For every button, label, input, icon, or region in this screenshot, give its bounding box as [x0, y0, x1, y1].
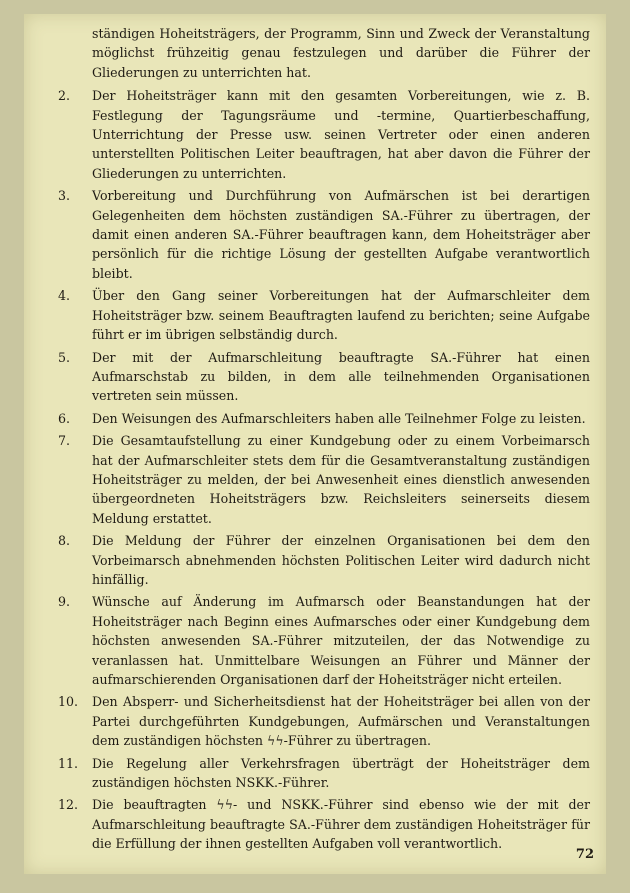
item-number: 8.	[58, 533, 71, 549]
list-item	[58, 592, 590, 689]
book-page	[24, 14, 606, 874]
list-item	[58, 86, 590, 183]
item-number: 11.	[58, 755, 79, 771]
list-item	[58, 754, 590, 793]
item-text: Den Weisungen des Aufmarschleiters haben alle Teilnehmer Folge zu leisten.	[92, 410, 586, 426]
list-item	[58, 409, 590, 428]
numbered-list	[58, 86, 590, 853]
page-content	[58, 24, 590, 857]
item-text: Der mit der Aufmarschleitung beauftragte SA.-Führer hat einen Aufmarschstab zu bilden, in dem alle teilnehmenden Organisationen vertreten sein müssen.	[92, 349, 590, 404]
item-text: Vorbereitung und Durchführung von Aufmärschen ist bei derartigen Gelegenheiten dem höchsten zuständigen SA.-Führer zu übertragen, der damit einen anderen SA.-Führer beauftragen kann, dem Hoheitsträger aber persönlich für die richtige Lösung der gestellten Aufgabe verantwortlich bleibt.	[92, 188, 590, 281]
list-item	[58, 348, 590, 406]
item-text: Die Regelung aller Verkehrsfragen überträgt der Hoheitsträger dem zuständigen höchsten NSKK.-Führer.	[92, 755, 590, 791]
item-number: 5.	[58, 349, 71, 365]
item-number: 3.	[58, 188, 71, 204]
page-number: 72	[575, 847, 594, 862]
list-item	[58, 286, 590, 344]
item-number: 10.	[58, 694, 79, 710]
list-item	[58, 431, 590, 528]
item-number: 2.	[58, 88, 71, 104]
item-text: Die Meldung der Führer der einzelnen Organisationen bei dem den Vorbeimarsch abnehmenden höchsten Politischen Leiter wird dadurch nicht hinfällig.	[92, 533, 590, 587]
item-text: Über den Gang seiner Vorbereitungen hat der Aufmarschleiter dem Hoheitsträger bzw. seinem Beauftragten laufend zu berichten; seine Aufgabe führt er im übrigen selbständig durch.	[92, 288, 590, 343]
item-text: Die beauftragten ϟϟ- und NSKK.-Führer sind ebenso wie der mit der Aufmarschleitung beauftragte SA.-Führer dem zuständigen Hoheitsträger für die Erfüllung der ihnen gestellten Aufgaben voll verantwortlich.	[92, 797, 590, 852]
item-number: 4.	[58, 288, 71, 304]
list-item	[58, 186, 590, 283]
item-number: 6.	[58, 410, 71, 426]
item-number: 7.	[58, 433, 71, 449]
list-item	[58, 692, 590, 750]
item-number: 12.	[58, 797, 79, 813]
item-text: Den Absperr- und Sicherheitsdienst hat der Hoheitsträger bei allen von der Partei durchgeführten Kundgebungen, Aufmärschen und Veranstaltungen dem zuständigen höchsten ϟϟ-Führer zu übertragen.	[92, 694, 590, 749]
item-number: 9.	[58, 594, 71, 610]
intro-paragraph: ständigen Hoheitsträgers, der Programm, Sinn und Zweck der Veranstaltung möglichst frühzeitig genau festzulegen und darüber die Führer der Gliederungen zu unterrichten hat.	[92, 26, 590, 80]
item-text: Die Gesamtaufstellung zu einer Kundgebung oder zu einem Vorbeimarsch hat der Aufmarschleiter stets dem für die Gesamtveranstaltung zuständigen Hoheitsträger zu melden, der bei Anwesenheit eines dienstlich anwesenden übergeordneten Hoheitsträgers bzw. Reichsleiters seinerseits diesem Meldung erstattet.	[92, 433, 590, 526]
list-item	[58, 531, 590, 589]
item-text: Wünsche auf Änderung im Aufmarsch oder Beanstandungen hat der Hoheitsträger nach Beginn eines Aufmarsches oder einer Kundgebung dem höchsten anwesenden SA.-Führer mitzuteilen, der das Notwendige zu veranlassen hat. Unmittelbare Weisungen an Führer und Männer der aufmarschierenden Organisationen darf der Hoheitsträger nicht erteilen.	[92, 594, 590, 687]
item-text: Der Hoheitsträger kann mit den gesamten Vorbereitungen, wie z. B. Festlegung der Tagungsräume und -termine, Quartierbeschaffung, Unterrichtung der Presse usw. seinen Vertreter oder einen anderen unterstellten Politischen Leiter beauftragen, hat aber davon die Führer der Gliederungen zu unterrichten.	[92, 88, 590, 181]
list-item	[58, 795, 590, 853]
